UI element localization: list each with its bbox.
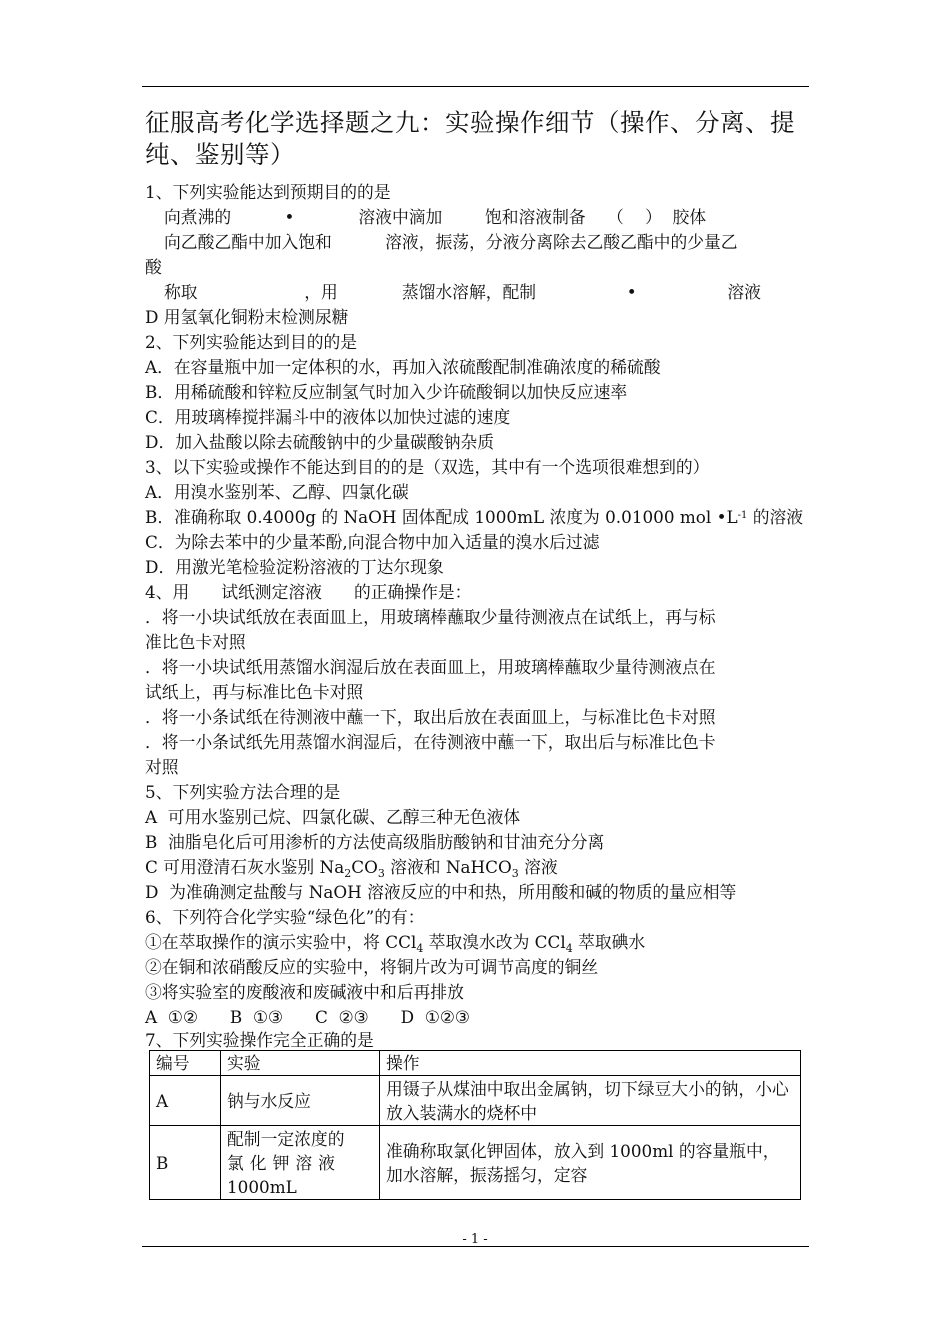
header-cell: 编号 bbox=[150, 1051, 221, 1076]
text-line: D 用氢氧化铜粉末检测尿糖 bbox=[145, 307, 349, 327]
text-line: ．将一小块试纸用蒸馏水润湿后放在表面皿上，用玻璃棒蘸取少量待测液点在 bbox=[145, 657, 716, 677]
table-header-row bbox=[150, 1051, 801, 1076]
table-row bbox=[150, 1076, 801, 1126]
text-line: 称取 ，用 蒸馏水溶解，配制 • 溶液 bbox=[164, 282, 761, 302]
text-line: ．将一小条试纸在待测液中蘸一下，取出后放在表面皿上，与标准比色卡对照 bbox=[145, 707, 716, 727]
text-line: D．加入盐酸以除去硫酸钠中的少量碳酸钠杂质 bbox=[145, 432, 495, 452]
page-number: - 1 - bbox=[462, 1232, 488, 1247]
text-line: 向乙酸乙酯中加入饱和 溶液，振荡，分液分离除去乙酸乙酯中的少量乙 bbox=[164, 232, 738, 252]
row-experiment: 配制一定浓度的 氯化钾溶液 1000mL bbox=[221, 1126, 380, 1200]
text-line: D 为准确测定盐酸与 NaOH 溶液反应的中和热，所用酸和碱的物质的量应相等 bbox=[145, 882, 737, 902]
header-rule bbox=[142, 86, 809, 87]
text-line: 5、下列实验方法合理的是 bbox=[145, 782, 341, 802]
text-line: 对照 bbox=[145, 757, 179, 777]
q5-option-c: C 可用澄清石灰水鉴别 $Na_2CO_3$ 溶液和 NaHCO$_3$ 溶液 bbox=[145, 857, 558, 880]
text-line: 准比色卡对照 bbox=[145, 632, 246, 652]
text-line: ②在铜和浓硝酸反应的实验中，将铜片改为可调节高度的铜丝 bbox=[145, 957, 599, 977]
text-line: 3、以下实验或操作不能达到目的的是（双选，其中有一个选项很难想到的） bbox=[145, 457, 710, 477]
text-line: D．用激光笔检验淀粉溶液的丁达尔现象 bbox=[145, 557, 444, 577]
row-operation: 准确称取氯化钾固体，放入到 1000ml 的容量瓶中，加水溶解，振荡摇匀，定容 bbox=[380, 1126, 801, 1200]
text-line: 4、用 试纸测定溶液 的正确操作是： bbox=[145, 582, 472, 602]
page-title: 征服高考化学选择题之九：实验操作细节（操作、分离、提纯、鉴别等） bbox=[145, 108, 795, 169]
table-row bbox=[150, 1126, 801, 1200]
experiment-table bbox=[149, 1050, 801, 1200]
text-line: 6、下列符合化学实验“绿色化”的有： bbox=[145, 907, 425, 927]
text-line: A ①② B ①③ C ②③ D ①②③ bbox=[145, 1007, 470, 1027]
text-line: B．用稀硫酸和锌粒反应制氢气时加入少许硫酸铜以加快反应速率 bbox=[145, 382, 628, 402]
text-line: B 油脂皂化后可用渗析的方法使高级脂肪酸钠和甘油充分分离 bbox=[145, 832, 605, 852]
text-line: 2、下列实验能达到目的的是 bbox=[145, 332, 358, 352]
header-cell: 实验 bbox=[221, 1051, 380, 1076]
row-id: B bbox=[150, 1126, 221, 1200]
row-operation: 用镊子从煤油中取出金属钠，切下绿豆大小的钠，小心放入装满水的烧杯中 bbox=[380, 1076, 801, 1126]
text-line: 1、下列实验能达到预期目的的是 bbox=[145, 182, 391, 202]
row-id: A bbox=[150, 1076, 221, 1126]
text-line: 向煮沸的 • 溶液中滴加 饱和溶液制备 （ ） 胶体 bbox=[164, 207, 707, 227]
q6-item-1: ①在萃取操作的演示实验中，将 CCl$_4$ 萃取溴水改为 CCl$_4$ 萃取碘水 bbox=[145, 932, 646, 955]
text-line: A 可用水鉴别己烷、四氯化碳、乙醇三种无色液体 bbox=[145, 807, 521, 827]
text-line: C．为除去苯中的少量苯酚,向混合物中加入适量的溴水后过滤 bbox=[145, 532, 600, 552]
text-line: ．将一小块试纸放在表面皿上，用玻璃棒蘸取少量待测液点在试纸上，再与标 bbox=[145, 607, 716, 627]
text-line: ．将一小条试纸先用蒸馏水润湿后，在待测液中蘸一下，取出后与标准比色卡 bbox=[145, 732, 716, 752]
text-line: A．用溴水鉴别苯、乙醇、四氯化碳 bbox=[145, 482, 409, 502]
text-line: A．在容量瓶中加一定体积的水，再加入浓硫酸配制准确浓度的稀硫酸 bbox=[145, 357, 661, 377]
text-line: 酸 bbox=[145, 257, 162, 277]
text-line: 试纸上，再与标准比色卡对照 bbox=[145, 682, 364, 702]
text-line: 7、下列实验操作完全正确的是 bbox=[145, 1030, 374, 1050]
text-line: C．用玻璃棒搅拌漏斗中的液体以加快过滤的速度 bbox=[145, 407, 511, 427]
row-experiment: 钠与水反应 bbox=[221, 1076, 380, 1126]
q3-option-b: B．准确称取 0.4000g 的 NaOH 固体配成 1000mL 浓度为 0.01000 mol $•L^{-1}$ 的溶液 bbox=[145, 507, 804, 527]
text-line: ③将实验室的废酸液和废碱液中和后再排放 bbox=[145, 982, 464, 1002]
header-cell: 操作 bbox=[380, 1051, 801, 1076]
